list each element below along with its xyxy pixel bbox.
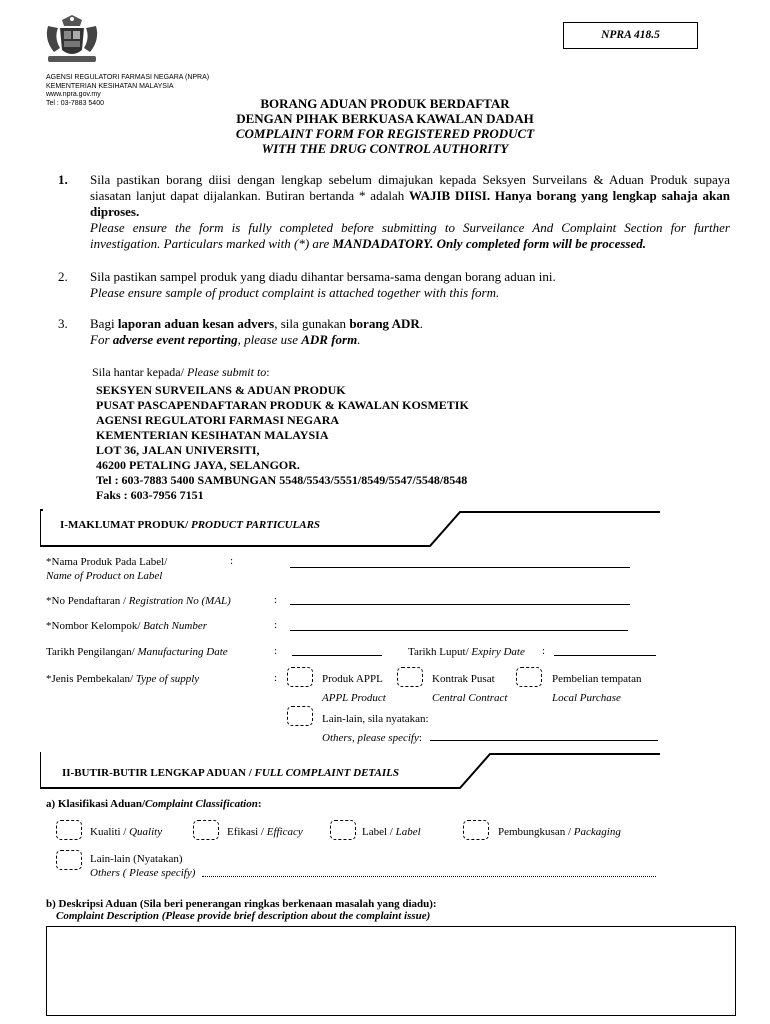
supply-type-label: *Jenis Pembekalan/ Type of supply bbox=[46, 673, 200, 685]
other-classification-checkbox[interactable] bbox=[56, 850, 82, 870]
section-2-title: II-BUTIR-BUTIR LENGKAP ADUAN / FULL COMPLAINT DETAILS bbox=[62, 767, 399, 779]
product-name-label: *Nama Produk Pada Label/ Name of Product on Label bbox=[46, 556, 168, 582]
quality-checkbox[interactable] bbox=[56, 820, 82, 840]
central-contract-checkbox[interactable] bbox=[397, 667, 423, 687]
submit-intro: Sila hantar kepada/ Please submit to: bbox=[92, 365, 270, 379]
batch-number-field[interactable] bbox=[290, 630, 628, 631]
colon: : bbox=[274, 619, 278, 631]
agency-name: AGENSI REGULATORI FARMASI NEGARA (NPRA) bbox=[46, 74, 210, 81]
agency-phone: Tel : 03-7883 5400 bbox=[46, 99, 104, 107]
submit-address: SEKSYEN SURVEILANS & ADUAN PRODUK PUSAT PASCAPENDAFTARAN PRODUK & KAWALAN KOSMETIK AGENSI REGULATORI FARMASI NEGARA KEMENTERIAN KESIHATAN MALAYSIA LOT 36, JALAN UNIVERSITI, 46200 PETALING JAYA, SELANGOR. Tel : 603-7883 5400 SAMBUNGAN 5548/5543/5551/8549/5547/5548/8548 Faks : 603-7956 7151 bbox=[96, 383, 469, 502]
registration-no-field[interactable] bbox=[290, 604, 630, 605]
instruction-2: Sila pastikan sampel produk yang diadu dihantar bersama-sama dengan borang aduan ini. Please ensure sample of product complaint is attached together with this form. bbox=[90, 269, 556, 300]
registration-no-label: *No Pendaftaran / Registration No (MAL) bbox=[46, 595, 231, 607]
local-purchase-label: Pembelian tempatan Local Purchase bbox=[552, 673, 642, 704]
form-code-box: NPRA 418.5 bbox=[563, 22, 698, 49]
ministry-name: KEMENTERIAN KESIHATAN MALAYSIA bbox=[46, 82, 174, 90]
section-1-title: I-MAKLUMAT PRODUK/ PRODUCT PARTICULARS bbox=[60, 519, 321, 531]
other-classification-field[interactable] bbox=[202, 876, 656, 877]
other-supply-checkbox[interactable] bbox=[287, 706, 313, 726]
local-purchase-checkbox[interactable] bbox=[516, 667, 542, 687]
instruction-number: 1. bbox=[58, 172, 68, 187]
appl-product-checkbox[interactable] bbox=[287, 667, 313, 687]
colon: : bbox=[274, 645, 278, 657]
instruction-1: Sila pastikan borang diisi dengan lengkap sebelum dimajukan kepada Seksyen Surveilans & Aduan Produk supaya siasatan lanjut dapat dijalankan. Butiran bertanda * adalah WAJIB DIISI. Hanya borang yang lengkap sahaja akan diproses. Please ensure the form is fully completed before submitting to Surveilance And Complaint Section for further investigation. Particulars marked with (*) are MANDADATORY. Only completed form will be processed. bbox=[90, 172, 730, 251]
batch-number-label: *Nombor Kelompok/ Batch Number bbox=[46, 620, 208, 632]
other-supply-label: Lain-lain, sila nyatakan: Others, please specify: bbox=[322, 713, 429, 744]
central-contract-label: Kontrak Pusat Central Contract bbox=[432, 673, 508, 704]
quality-label: Kualiti / Quality bbox=[90, 826, 163, 838]
label-label: Label / Label bbox=[362, 826, 421, 838]
coat-of-arms-logo bbox=[40, 14, 104, 66]
colon: : bbox=[274, 672, 278, 684]
complaint-description-label: b) Deskripsi Aduan (Sila beri penerangan ringkas berkenaan masalah yang diadu): Complaint Description (Please provide brief description about the complaint issue) bbox=[46, 898, 437, 922]
colon: : bbox=[542, 645, 546, 657]
manufacturing-date-field[interactable] bbox=[292, 655, 382, 656]
expiry-date-field[interactable] bbox=[554, 655, 656, 656]
instruction-number: 2. bbox=[58, 269, 68, 284]
packaging-label: Pembungkusan / Packaging bbox=[498, 826, 621, 838]
agency-website: www.npra.gov.my bbox=[46, 91, 101, 98]
product-name-field[interactable] bbox=[290, 567, 630, 568]
instruction-3: Bagi laporan aduan kesan advers, sila gunakan borang ADR. For adverse event reporting, please use ADR form. bbox=[90, 316, 423, 347]
form-title: BORANG ADUAN PRODUK BERDAFTAR DENGAN PIHAK BERKUASA KAWALAN DADAH COMPLAINT FORM FOR REGISTERED PRODUCT WITH THE DRUG CONTROL AUTHORITY bbox=[235, 96, 535, 156]
efficacy-checkbox[interactable] bbox=[193, 820, 219, 840]
colon: : bbox=[230, 555, 234, 567]
other-supply-field[interactable] bbox=[430, 740, 658, 741]
complaint-classification-label: a) Klasifikasi Aduan/Complaint Classification: bbox=[46, 798, 262, 810]
colon: : bbox=[274, 594, 278, 606]
expiry-date-label: Tarikh Luput/ Expiry Date bbox=[408, 646, 525, 658]
complaint-description-box[interactable] bbox=[46, 926, 736, 1016]
label-checkbox[interactable] bbox=[330, 820, 356, 840]
appl-product-label: Produk APPL APPL Product bbox=[322, 673, 386, 704]
packaging-checkbox[interactable] bbox=[463, 820, 489, 840]
other-classification-label: Lain-lain (Nyatakan) Others ( Please specify) bbox=[90, 853, 196, 879]
manufacturing-date-label: Tarikh Pengilangan/ Manufacturing Date bbox=[46, 646, 228, 658]
efficacy-label: Efikasi / Efficacy bbox=[227, 826, 303, 838]
instruction-number: 3. bbox=[58, 316, 68, 331]
